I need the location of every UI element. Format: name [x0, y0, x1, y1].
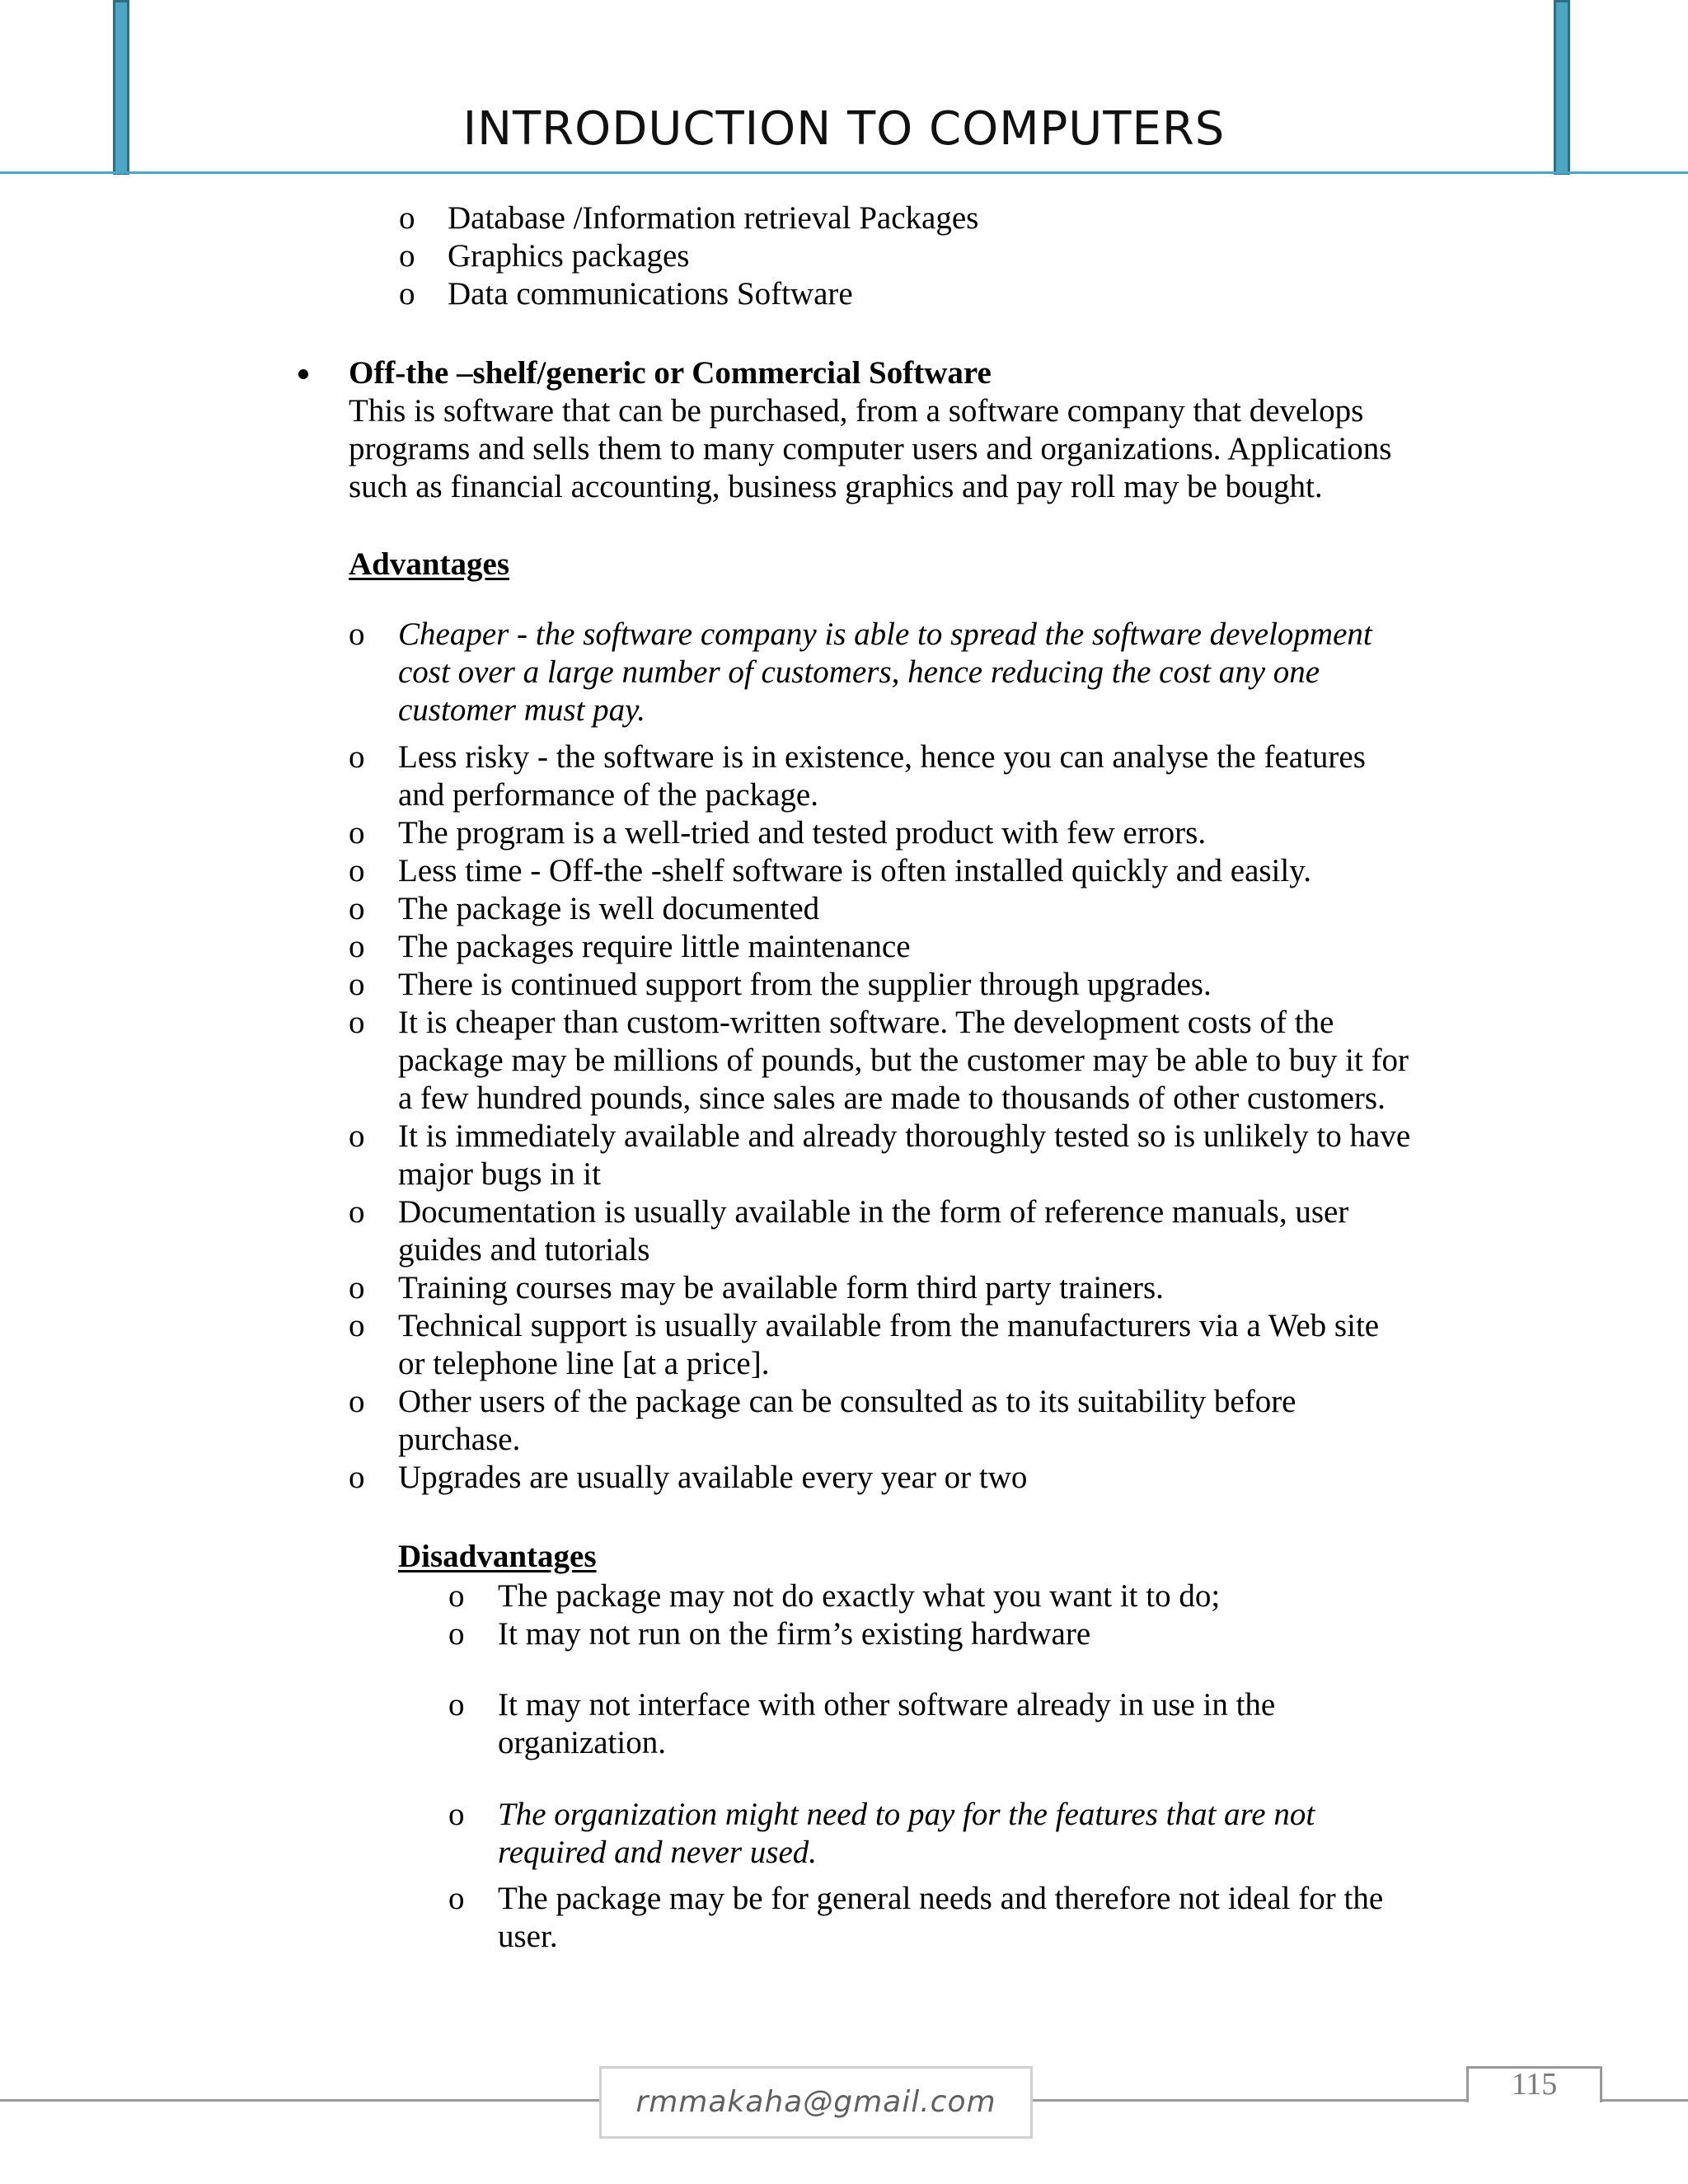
list-item-line: The packages require little maintenance: [398, 929, 911, 964]
list-item-line: package may be millions of pounds, but the customer may be able to buy it for: [398, 1043, 1409, 1078]
footer-email-box: [599, 2066, 1033, 2139]
list-marker: o: [349, 967, 365, 1002]
list-marker: o: [448, 1687, 465, 1722]
list-item-line: customer must pay.: [398, 692, 646, 728]
list-marker: o: [349, 1118, 365, 1154]
list-marker: o: [399, 276, 415, 312]
list-item-line: Upgrades are usually available every year or two: [398, 1460, 1028, 1495]
list-item-line: It may not interface with other software already in use in the: [498, 1687, 1276, 1722]
header-rule: [0, 171, 1688, 174]
list-item-line: a few hundred pounds, since sales are made to thousands of other customers.: [398, 1080, 1386, 1116]
list-marker: o: [448, 1578, 465, 1614]
page-number: 115: [1511, 2067, 1558, 2102]
list-item-line: Other users of the package can be consulted as to its suitability before: [398, 1384, 1296, 1419]
disadvantages-heading: Disadvantages: [398, 1539, 597, 1574]
list-item-line: Less time - Off-the -shelf software is often installed quickly and easily.: [398, 853, 1311, 888]
list-item-line: required and never used.: [498, 1835, 818, 1870]
paragraph-line: programs and sells them to many computer users and organizations. Applications: [349, 431, 1392, 466]
list-item-line: The organization might need to pay for the features that are not: [498, 1797, 1315, 1832]
list-item-line: Documentation is usually available in the form of reference manuals, user: [398, 1194, 1349, 1230]
advantages-heading: Advantages: [349, 546, 510, 582]
list-marker: o: [448, 1797, 465, 1832]
footer-email: rmmakaha@gmail.com: [635, 2085, 996, 2119]
list-item-line: or telephone line [at a price].: [398, 1346, 770, 1381]
footer-rule-left: [0, 2099, 599, 2102]
page-header-title: INTRODUCTION TO COMPUTERS: [462, 102, 1226, 156]
list-item-line: guides and tutorials: [398, 1232, 650, 1268]
footer-rule-middle: [1033, 2099, 1469, 2102]
section-heading: Off-the –shelf/generic or Commercial Software: [349, 355, 992, 391]
bullet-icon: [298, 369, 308, 379]
list-item-line: The package may not do exactly what you want it to do;: [498, 1578, 1221, 1614]
footer-rule-right: [1600, 2099, 1688, 2102]
list-item-line: user.: [498, 1919, 558, 1954]
list-item-line: cost over a large number of customers, hence reducing the cost any one: [398, 654, 1320, 690]
list-item-line: Cheaper - the software company is able to spread the software development: [398, 616, 1372, 652]
list-item-line: It may not run on the firm’s existing hardware: [498, 1616, 1091, 1652]
list-item-line: purchase.: [398, 1422, 521, 1457]
list-marker: o: [349, 1384, 365, 1419]
list-item-line: The program is a well-tried and tested product with few errors.: [398, 815, 1207, 851]
list-item-line: organization.: [498, 1725, 666, 1760]
paragraph-line: such as financial accounting, business graphics and pay roll may be bought.: [349, 469, 1323, 504]
list-item-line: There is continued support from the supplier through upgrades.: [398, 967, 1212, 1002]
list-item-line: It is immediately available and already thoroughly tested so is unlikely to have: [398, 1118, 1411, 1154]
list-marker: o: [349, 1194, 365, 1230]
list-marker: o: [349, 1460, 365, 1495]
list-marker: o: [349, 853, 365, 888]
paragraph-line: This is software that can be purchased, from a software company that develops: [349, 393, 1364, 429]
list-marker: o: [399, 238, 415, 274]
list-marker: o: [349, 739, 365, 775]
list-item-line: The package is well documented: [398, 891, 820, 926]
list-marker: o: [349, 815, 365, 851]
list-item-line: and performance of the package.: [398, 777, 818, 813]
list-marker: o: [349, 891, 365, 926]
list-item: Database /Information retrieval Packages: [448, 200, 979, 236]
list-item: Graphics packages: [448, 238, 690, 274]
list-item-line: Training courses may be available form third party trainers.: [398, 1270, 1164, 1305]
list-marker: o: [349, 1005, 365, 1040]
list-marker: o: [448, 1616, 465, 1652]
list-marker: o: [448, 1881, 465, 1916]
list-marker: o: [349, 929, 365, 964]
list-marker: o: [349, 1270, 365, 1305]
list-item-line: It is cheaper than custom-written software. The development costs of the: [398, 1005, 1334, 1040]
list-marker: o: [399, 200, 415, 236]
list-item: Data communications Software: [448, 276, 853, 312]
list-item-line: Less risky - the software is in existence, hence you can analyse the features: [398, 739, 1366, 775]
list-item-line: The package may be for general needs and therefore not ideal for the: [498, 1881, 1384, 1916]
list-item-line: major bugs in it: [398, 1156, 601, 1192]
list-item-line: Technical support is usually available from the manufacturers via a Web site: [398, 1308, 1380, 1343]
list-marker: o: [349, 616, 365, 652]
list-marker: o: [349, 1308, 365, 1343]
